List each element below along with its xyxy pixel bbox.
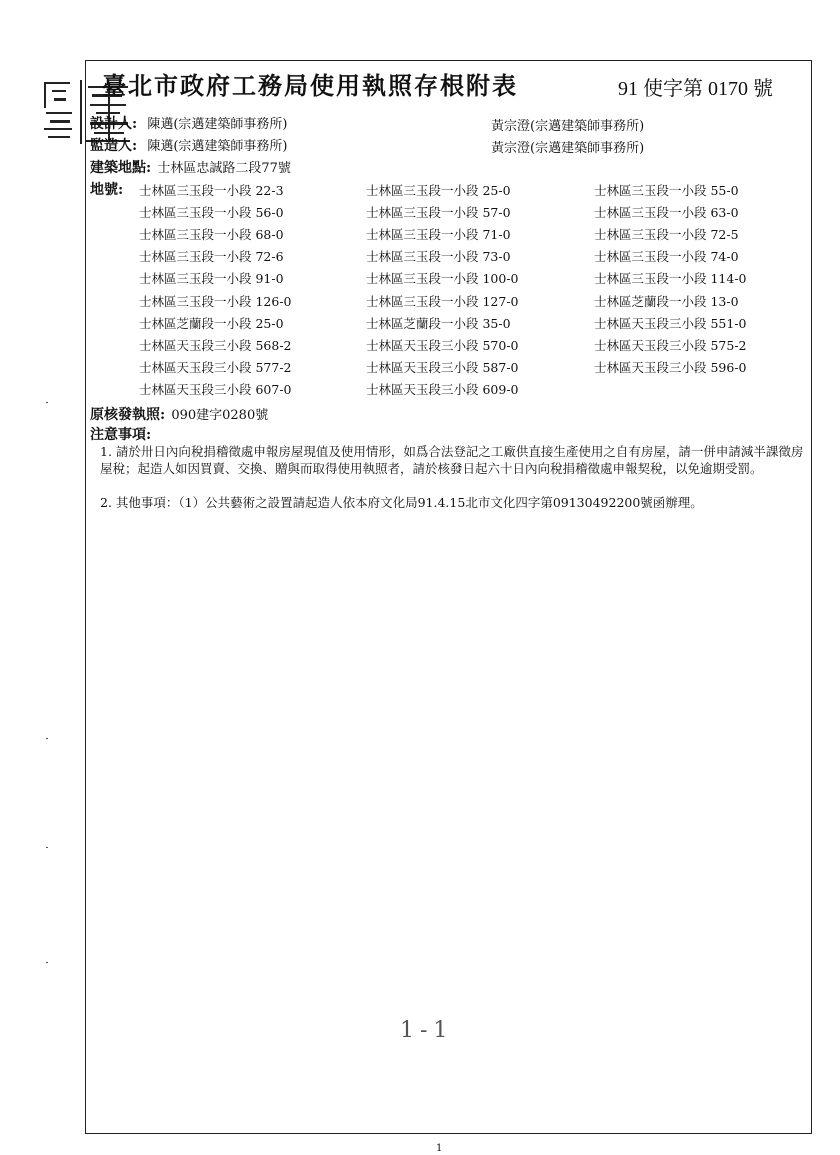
- lot-entry: 士林區三玉段一小段 127-0: [366, 293, 519, 309]
- title-rule: [85, 60, 812, 61]
- lot-entry: 士林區芝蘭段一小段 25-0: [139, 315, 284, 331]
- page-number: 1: [436, 1143, 443, 1154]
- lot-entry: 士林區三玉段一小段 22-3: [139, 183, 284, 198]
- supervisor-value-2: 黃宗澄(宗邁建築師事務所): [491, 141, 645, 156]
- lot-entry: 士林區天玉段三小段 568-2: [139, 337, 292, 353]
- original-license-value: 090建字0280號: [171, 408, 269, 423]
- lot-entry: 士林區三玉段一小段 73-0: [366, 249, 511, 265]
- lot-entry: 士林區三玉段一小段 63-0: [594, 205, 739, 221]
- margin-tick: [46, 962, 48, 963]
- lot-entry: 士林區芝蘭段一小段 35-0: [366, 315, 511, 331]
- lot-entry: 士林區天玉段三小段 596-0: [594, 359, 747, 375]
- lot-entry: 士林區三玉段一小段 114-0: [594, 271, 747, 287]
- notes-heading: 注意事項:: [90, 427, 152, 443]
- lot-entry: 士林區天玉段三小段 575-2: [594, 337, 747, 353]
- lot-entry: 士林區天玉段三小段 577-2: [139, 359, 292, 375]
- lot-entry: 士林區三玉段一小段 68-0: [139, 227, 284, 243]
- lot-entry: 士林區三玉段一小段 72-5: [594, 227, 739, 243]
- lot-entry: 士林區三玉段一小段 25-0: [366, 183, 511, 198]
- designer-value-1: 陳邁(宗邁建築師事務所): [147, 117, 288, 132]
- designer-row: [90, 113, 287, 133]
- lot-entry: 士林區三玉段一小段 74-0: [594, 249, 739, 265]
- margin-tick: [46, 402, 48, 403]
- margin-tick: [46, 738, 48, 739]
- note-1: 1. 請於卅日內向稅捐稽徵處申報房屋現值及使用情形，如爲合法登記之工廠供直接生產使用之自有房屋，請一併申請減半課徵房屋稅；起造人如因買賣、交換、贈與而取得使用執照者，請於核發日起六十日內向稅捐稽徵處申報契稅，以免逾期受罰。: [100, 444, 804, 476]
- lot-entry: 士林區天玉段三小段 551-0: [594, 315, 747, 331]
- permit-number: 91 使字第 0170 號: [618, 78, 773, 100]
- site-row: [90, 157, 291, 177]
- lot-entry: 士林區三玉段一小段 56-0: [139, 205, 284, 221]
- lot-entry: 士林區芝蘭段一小段 13-0: [594, 293, 739, 309]
- lots-label-text: 地號:: [90, 182, 124, 198]
- document-title: 臺北市政府工務局使用執照存根附表: [102, 71, 518, 100]
- lot-entry: 士林區三玉段一小段 100-0: [366, 271, 519, 287]
- page-marker: 1-1: [400, 1018, 454, 1043]
- site-value: 士林區忠誠路二段77號: [157, 161, 291, 176]
- lot-entry: 士林區天玉段三小段 607-0: [139, 381, 292, 397]
- lot-entry: 士林區三玉段一小段 57-0: [366, 205, 511, 221]
- original-license-label: 原核發執照:: [90, 407, 166, 423]
- supervisor-row: [90, 135, 287, 155]
- note-2: 2. 其他事項：（1）公共藝術之設置請起造人依本府文化局91.4.15北市文化四字第09130492200號函辦理。: [100, 495, 703, 510]
- lot-entry: 士林區三玉段一小段 91-0: [139, 271, 284, 287]
- lot-entry: 士林區天玉段三小段 609-0: [366, 381, 519, 397]
- designer-label: 設計人:: [90, 116, 138, 132]
- lot-entry: 士林區三玉段一小段 72-6: [139, 249, 284, 265]
- lot-entry: 士林區三玉段一小段 55-0: [594, 183, 739, 198]
- margin-tick: [46, 847, 48, 848]
- lot-entry: 士林區三玉段一小段 126-0: [139, 293, 292, 309]
- lot-entry: 士林區三玉段一小段 71-0: [366, 227, 511, 243]
- supervisor-label: 監造人:: [90, 138, 138, 154]
- site-label: 建築地點:: [90, 160, 152, 176]
- lot-entry: 士林區天玉段三小段 570-0: [366, 337, 519, 353]
- lot-entry: 士林區天玉段三小段 587-0: [366, 359, 519, 375]
- lots-label: [90, 179, 123, 199]
- original-license-row: [90, 404, 268, 424]
- designer-value-2: 黃宗澄(宗邁建築師事務所): [491, 119, 645, 134]
- supervisor-value-1: 陳邁(宗邁建築師事務所): [147, 139, 288, 154]
- document-frame: [85, 60, 812, 1134]
